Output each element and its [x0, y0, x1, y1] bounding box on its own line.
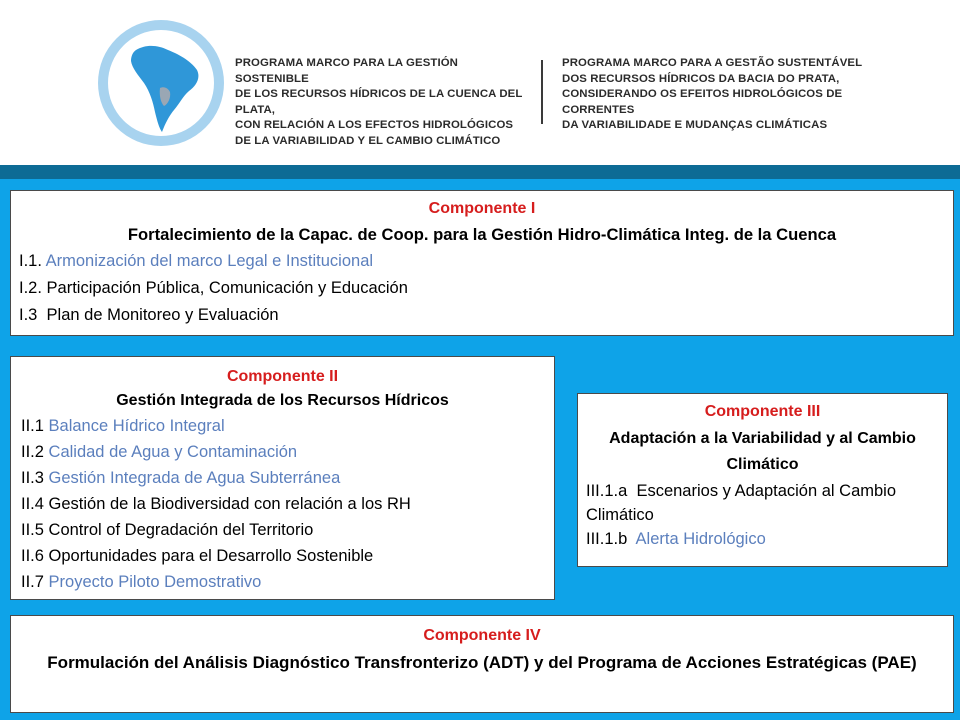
component-3-item: [586, 527, 939, 551]
item-code: II.1: [21, 417, 44, 435]
title-es-line: CON RELACIÓN A LOS EFECTOS HIDROLÓGICOS: [235, 119, 514, 131]
component-2-item: [21, 543, 544, 569]
item-code: II.2: [21, 443, 44, 461]
item-text: Alerta Hidrológico: [635, 529, 766, 548]
item-text: Participación Pública, Comunicación y Educación: [46, 279, 408, 297]
header: [0, 0, 960, 165]
component-4-box: [10, 615, 954, 713]
item-text: Calidad de Agua y Contaminación: [48, 443, 298, 461]
program-title-portuguese: [562, 56, 882, 134]
title-pt-line: PROGRAMA MARCO PARA A GESTÃO SUSTENTÁVEL: [562, 57, 863, 69]
component-2-item: [21, 465, 544, 491]
item-code: II.5: [21, 521, 44, 539]
component-3-subtitle: Adaptación a la Variabilidad y al Cambio Climático: [609, 429, 916, 473]
title-pt-line: DOS RECURSOS HÍDRICOS DA BACIA DO PRATA,: [562, 72, 840, 85]
component-2-item: [21, 413, 544, 439]
item-text: Balance Hídrico Integral: [48, 417, 225, 435]
component-2-subtitle: Gestión Integrada de los Recursos Hídricos: [116, 392, 449, 409]
component-2-item: [21, 517, 544, 543]
title-es-line: DE LA VARIABILIDAD Y EL CAMBIO CLIMÁTICO: [235, 134, 501, 147]
program-title-spanish: [235, 56, 535, 149]
item-code: I.1.: [19, 252, 42, 270]
title-es-line: PROGRAMA MARCO PARA LA GESTIÓN SOSTENIBLE: [235, 57, 459, 85]
item-code: II.4: [21, 495, 44, 513]
component-2-item: [21, 491, 544, 517]
component-1-item: [19, 248, 945, 275]
component-1-title: Componente I: [428, 200, 536, 217]
item-code: II.6: [21, 547, 44, 565]
item-code: I.3: [19, 306, 38, 324]
component-1-item: [19, 302, 945, 329]
item-text: Gestión Integrada de Agua Subterránea: [48, 469, 341, 487]
title-divider: [541, 60, 543, 124]
header-band: [0, 165, 960, 179]
item-text: Proyecto Piloto Demostrativo: [48, 573, 262, 591]
item-code: II.7: [21, 573, 44, 591]
component-3-box: [577, 393, 948, 567]
item-text: Armonización del marco Legal e Institucional: [45, 252, 374, 270]
component-2-title: Componente II: [226, 368, 339, 385]
title-pt-line: DA VARIABILIDADE E MUDANÇAS CLIMÁTICAS: [562, 119, 828, 131]
title-pt-line: CONSIDERANDO OS EFEITOS HIDROLÓGICOS DE CORRENTES: [562, 88, 843, 116]
item-text: Escenarios y Adaptación al Cambio Climático: [586, 481, 897, 524]
component-1-item: [19, 275, 945, 302]
item-text: Gestión de la Biodiversidad con relación a los RH: [48, 495, 411, 513]
item-code: I.2.: [19, 279, 42, 297]
component-4-subtitle: Formulación del Análisis Diagnóstico Transfronterizo (ADT) y del Programa de Acciones Estratégicas (PAE): [47, 653, 917, 672]
item-text: Control of Degradación del Territorio: [48, 521, 314, 539]
component-2-box: [10, 356, 555, 600]
title-es-line: DE LOS RECURSOS HÍDRICOS DE LA CUENCA DEL PLATA,: [235, 88, 523, 116]
component-1-subtitle: Fortalecimiento de la Capac. de Coop. para la Gestión Hidro-Climática Integ. de la Cuenca: [127, 225, 837, 244]
item-code: III.1.a: [586, 481, 628, 500]
south-america-map-icon: [98, 20, 224, 146]
component-2-item: [21, 569, 544, 595]
item-code: II.3: [21, 469, 44, 487]
component-2-item: [21, 439, 544, 465]
item-code: III.1.b: [586, 529, 628, 548]
item-text: Oportunidades para el Desarrollo Sostenible: [48, 547, 374, 565]
component-1-box: [10, 190, 954, 336]
component-3-title: Componente III: [704, 403, 821, 420]
item-text: Plan de Monitoreo y Evaluación: [46, 306, 279, 324]
component-3-item: [586, 479, 939, 527]
component-4-title: Componente IV: [423, 627, 541, 644]
